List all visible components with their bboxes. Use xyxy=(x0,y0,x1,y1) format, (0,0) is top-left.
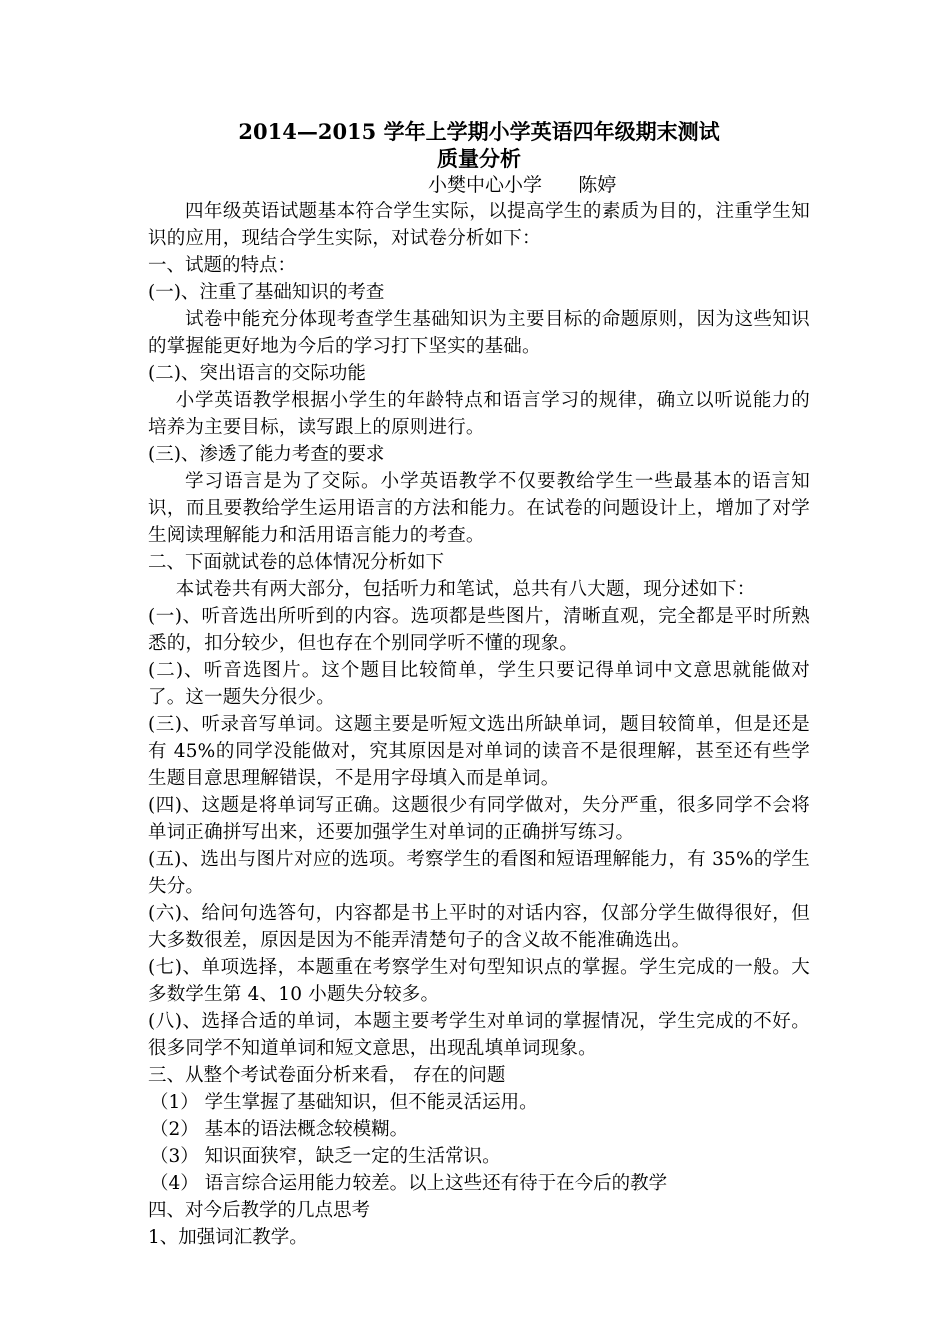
document-title: 2014—2015 学年上学期小学英语四年级期末测试 xyxy=(238,119,720,144)
section2-item: (二)、听音选图片。这个题目比较简单，学生只要记得单词中文意思就能做对了。这一题失分很少。 xyxy=(148,660,810,708)
section2-item: (五)、选出与图片对应的选项。考察学生的看图和短语理解能力，有 35%的学生失分。 xyxy=(148,849,810,897)
section2-item: (三)、听录音写单词。这题主要是听短文选出所缺单词，题目较简单，但是还是有 45%的同学没能做对，究其原因是对单词的读音不是很理解，甚至还有些学生题目意思理解错误，不是用字母填入而是单词。 xyxy=(148,714,810,789)
section3-list-item: （3） 知识面狭窄，缺乏一定的生活常识。 xyxy=(150,1146,501,1167)
section1-item1-heading: (一)、注重了基础知识的考查 xyxy=(148,282,385,303)
section2-heading: 二、下面就试卷的总体情况分析如下 xyxy=(148,552,445,573)
section1-item1-body: 试卷中能充分体现考查学生基础知识为主要目标的命题原则，因为这些知识的掌握能更好地为今后的学习打下坚实的基础。 xyxy=(148,309,810,357)
section2-item: (六)、给问句选答句，内容都是书上平时的对话内容，仅部分学生做得很好，但大多数很差，原因是因为不能弄清楚句子的含义故不能准确选出。 xyxy=(148,903,810,951)
section3-list-item: （2） 基本的语法概念较模糊。 xyxy=(150,1119,409,1140)
section1-item2-body: 小学英语教学根据小学生的年龄特点和语言学习的规律，确立以听说能力的培养为主要目标，读写跟上的原则进行。 xyxy=(148,390,810,438)
intro-paragraph: 四年级英语试题基本符合学生实际，以提高学生的素质为目的，注重学生知识的应用，现结合学生实际，对试卷分析如下： xyxy=(148,201,810,249)
section1-item3-body: 学习语言是为了交际。小学英语教学不仅要教给学生一些最基本的语言知识，而且要教给学生运用语言的方法和能力。在试卷的问题设计上，增加了对学生阅读理解能力和活用语言能力的考查。 xyxy=(148,471,810,546)
author-line: 小樊中心小学 陈婷 xyxy=(428,174,617,196)
section4-list-item: 1、加强词汇教学。 xyxy=(148,1227,308,1248)
section1-item3-heading: (三)、渗透了能力考查的要求 xyxy=(148,444,385,465)
section2-intro: 本试卷共有两大部分，包括听力和笔试，总共有八大题，现分述如下： xyxy=(175,579,756,600)
section4-heading: 四、对今后教学的几点思考 xyxy=(148,1200,371,1221)
section3-heading: 三、从整个考试卷面分析来看， 存在的问题 xyxy=(148,1065,506,1086)
section1-heading: 一、试题的特点： xyxy=(148,255,297,276)
section3-list-item: （4） 语言综合运用能力较差。以上这些还有待于在今后的教学 xyxy=(150,1173,668,1194)
section3-list-item: （1） 学生掌握了基础知识，但不能灵活运用。 xyxy=(150,1092,538,1113)
section2-item: (八)、选择合适的单词，本题主要考学生对单词的掌握情况，学生完成的不好。很多同学不知道单词和短文意思，出现乱填单词现象。 xyxy=(148,1011,810,1059)
section2-item: (四)、这题是将单词写正确。这题很少有同学做对，失分严重，很多同学不会将单词正确拼写出来，还要加强学生对单词的正确拼写练习。 xyxy=(148,795,810,843)
document-page xyxy=(148,118,810,1251)
section2-item: (七)、单项选择，本题重在考察学生对句型知识点的掌握。学生完成的一般。大多数学生第 4、10 小题失分较多。 xyxy=(148,957,810,1005)
section2-item: (一)、听音选出所听到的内容。选项都是些图片，清晰直观，完全都是平时所熟悉的，扣分较少，但也存在个别同学听不懂的现象。 xyxy=(148,606,810,654)
section1-item2-heading: (二)、突出语言的交际功能 xyxy=(148,363,366,384)
document-subtitle: 质量分析 xyxy=(437,146,521,171)
